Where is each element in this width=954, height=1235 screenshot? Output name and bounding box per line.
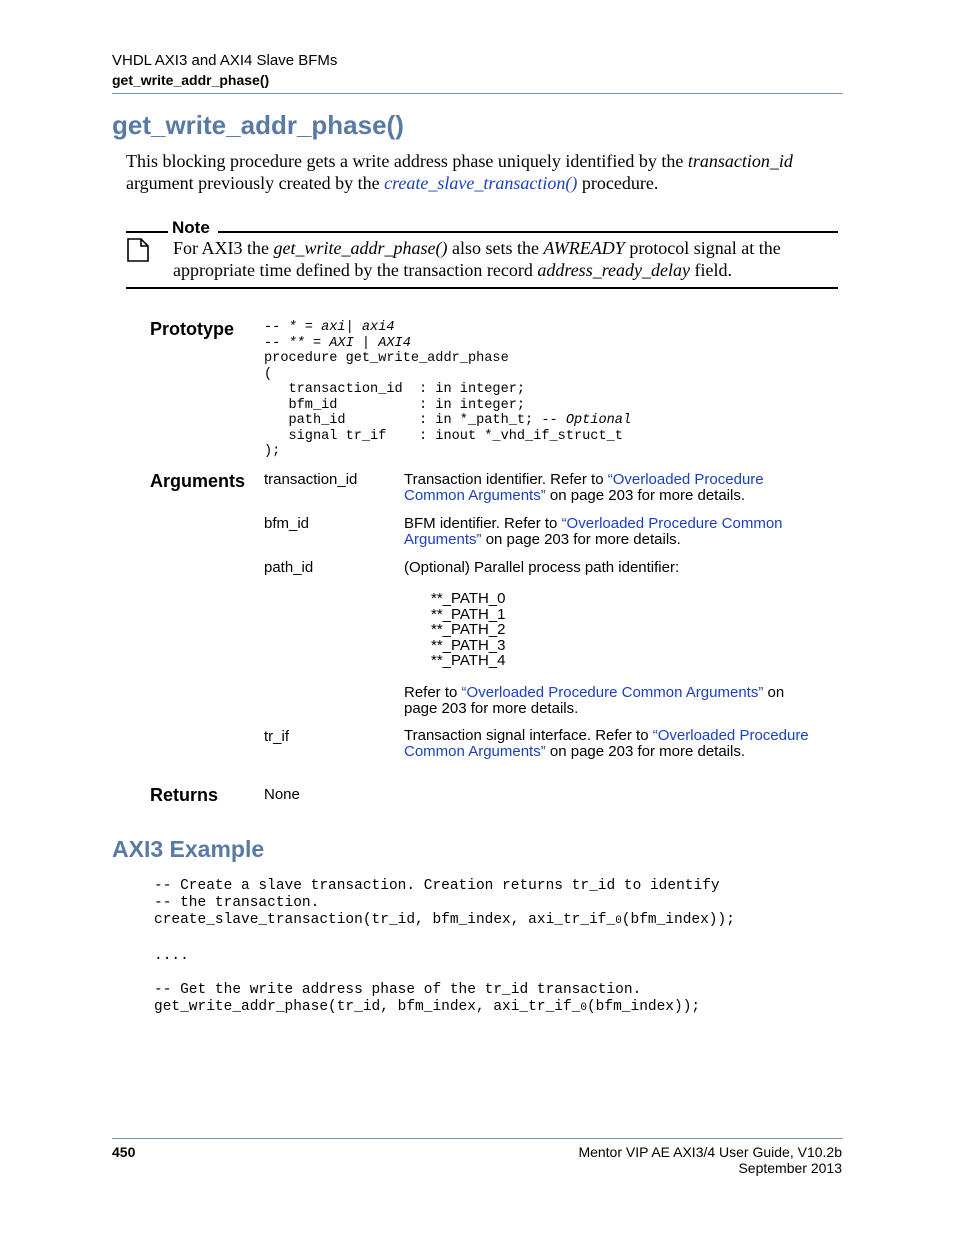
arg-desc-path-id-refer: Refer to “Overloaded Procedure Common Arguments” on page 203 for more details.: [404, 684, 785, 717]
arg-desc-transaction-id: Transaction identifier. Refer to “Overloaded Procedure Common Arguments” on page 203 for more details.: [404, 471, 764, 504]
arg-name-tr-if: tr_if: [264, 728, 290, 745]
create-slave-transaction-link[interactable]: create_slave_transaction(): [384, 173, 578, 193]
example-title: AXI3 Example: [112, 836, 265, 862]
path-item: **_PATH_0: [431, 590, 506, 607]
prototype-code: -- * = axi| axi4 -- ** = AXI | AXI4 procedure get_write_addr_phase ( transaction_id : in integer; bfm_id : in integer; path_id : in *_path_t; -- Optional signal tr_if : inout *_vhd_if_struct_t );: [264, 320, 632, 459]
arg-desc-path-id: (Optional) Parallel process path identifier:: [404, 559, 680, 576]
prototype-label: Prototype: [150, 319, 235, 339]
example-code: -- Create a slave transaction. Creation returns tr_id to identify -- the transaction. create_slave_transaction(tr_id, bfm_index, axi_tr_if_0(bfm_index)); .... -- Get the write address phase of the tr_id transaction. get_write_addr_phase(tr_id, bfm_index, axi_tr_if_0(bfm_index));: [154, 878, 735, 1016]
arg-name-path-id: path_id: [264, 559, 314, 576]
path-item: **_PATH_1: [431, 606, 506, 623]
overloaded-args-link[interactable]: “Overloaded Procedure Common Arguments”: [404, 515, 783, 548]
arguments-label: Arguments: [150, 471, 246, 491]
header-rule: [112, 93, 843, 94]
note-label: Note: [172, 218, 210, 237]
page-title: get_write_addr_phase(): [112, 110, 404, 140]
returns-value: None: [264, 786, 300, 803]
overloaded-args-link[interactable]: “Overloaded Procedure Common Arguments”: [404, 727, 809, 760]
note-text: For AXI3 the get_write_addr_phase() also sets the AWREADY protocol signal at the appropriate time defined by the transaction record address_ready_delay field.: [173, 238, 781, 280]
footer-guide-title: Mentor VIP AE AXI3/4 User Guide, V10.2b: [578, 1144, 842, 1160]
intro-paragraph: This blocking procedure gets a write address phase uniquely identified by the transaction_id argument previously created by the create_slave_transaction() procedure.: [126, 151, 793, 193]
note-rule-right: [218, 231, 838, 233]
arg-desc-bfm-id: BFM identifier. Refer to “Overloaded Procedure Common Arguments” on page 203 for more details.: [404, 515, 783, 548]
note-rule-left: [126, 231, 168, 233]
returns-label: Returns: [150, 785, 219, 805]
note-rule-bottom: [126, 287, 838, 289]
running-header-section: get_write_addr_phase(): [112, 72, 270, 88]
overloaded-args-link[interactable]: “Overloaded Procedure Common Arguments”: [404, 471, 764, 504]
arg-desc-tr-if: Transaction signal interface. Refer to “Overloaded Procedure Common Arguments” on page 203 for more details.: [404, 727, 809, 760]
arg-name-bfm-id: bfm_id: [264, 515, 310, 532]
running-header-title: VHDL AXI3 and AXI4 Slave BFMs: [112, 52, 338, 69]
arg-name-transaction-id: transaction_id: [264, 471, 358, 488]
note-page-icon: [127, 238, 149, 267]
footer-date: September 2013: [738, 1160, 842, 1176]
path-item: **_PATH_2: [431, 621, 506, 638]
footer-rule: [112, 1138, 843, 1139]
overloaded-args-link[interactable]: “Overloaded Procedure Common Arguments”: [461, 684, 764, 701]
path-item: **_PATH_4: [431, 652, 506, 669]
path-item: **_PATH_3: [431, 637, 506, 654]
page-number: 450: [112, 1144, 136, 1160]
